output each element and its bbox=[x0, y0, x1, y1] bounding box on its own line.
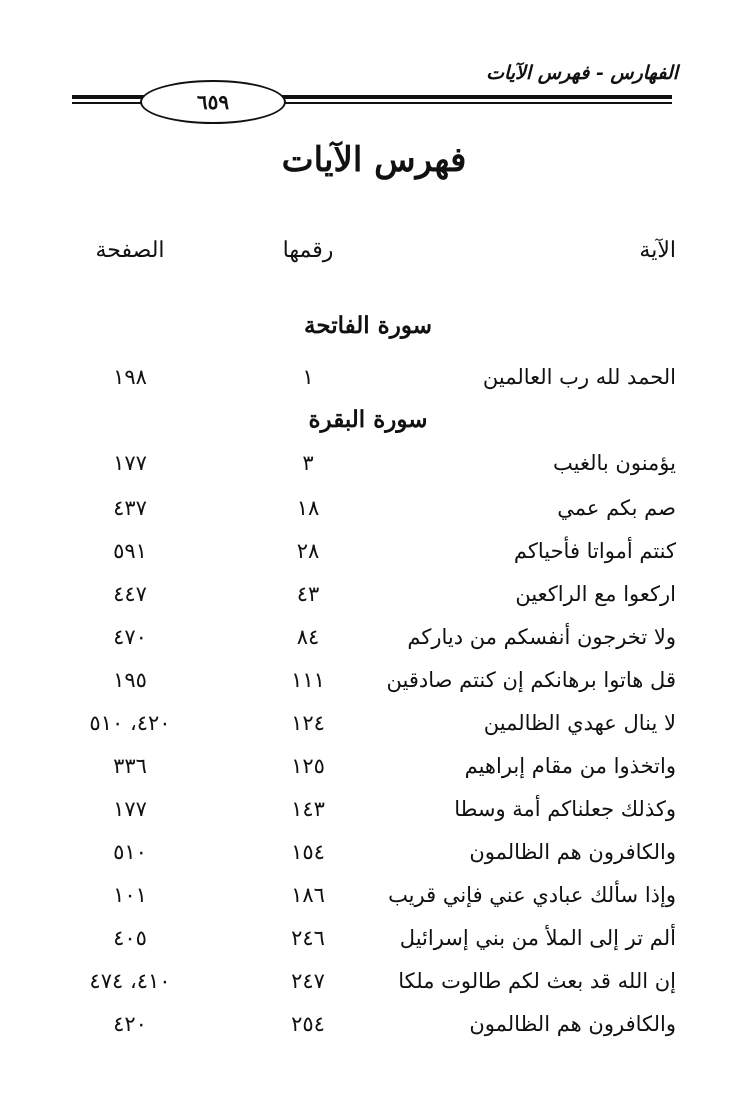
page-reference: ٥٩١ bbox=[113, 539, 147, 563]
ayah-text: والكافرون هم الظالمون bbox=[469, 1012, 676, 1036]
page-reference: ٤٠٥ bbox=[113, 926, 147, 950]
ayah-text: ألم تر إلى الملأ من بني إسرائيل bbox=[399, 926, 676, 950]
ayah-text: لا ينال عهدي الظالمين bbox=[483, 711, 676, 735]
index-row bbox=[0, 582, 748, 622]
page-reference: ١٠١ bbox=[113, 883, 147, 907]
index-row bbox=[0, 451, 748, 491]
column-header-number: رقمها bbox=[282, 238, 334, 263]
page-reference: ٤٧٠ bbox=[113, 625, 147, 649]
index-row bbox=[0, 625, 748, 665]
ayah-number: ١٢٤ bbox=[291, 711, 325, 735]
index-row bbox=[0, 797, 748, 837]
ayah-text: ولا تخرجون أنفسكم من دياركم bbox=[407, 625, 676, 649]
page-reference: ٤٣٧ bbox=[113, 496, 147, 520]
ayah-text: قل هاتوا برهانكم إن كنتم صادقين bbox=[386, 668, 676, 692]
ayah-number: ١٨٦ bbox=[291, 883, 325, 907]
ayah-number: ١١١ bbox=[291, 668, 325, 692]
column-header-ayah: الآية bbox=[639, 238, 676, 263]
index-row bbox=[0, 926, 748, 966]
ayah-number: ٣ bbox=[302, 451, 314, 475]
page-reference: ٤٤٧ bbox=[113, 582, 147, 606]
page-reference: ١٩٥ bbox=[113, 668, 147, 692]
ayah-number: ١٤٣ bbox=[291, 797, 325, 821]
index-row bbox=[0, 539, 748, 579]
index-row bbox=[0, 840, 748, 880]
page-reference: ٤١٠، ٤٧٤ bbox=[89, 969, 171, 993]
page-reference: ٥١٠ bbox=[113, 840, 147, 864]
column-headers bbox=[0, 238, 748, 278]
ayah-number: ٢٥٤ bbox=[291, 1012, 325, 1036]
ayah-text: واتخذوا من مقام إبراهيم bbox=[464, 754, 676, 778]
index-row bbox=[0, 1012, 748, 1052]
ayah-number: ٢٤٦ bbox=[291, 926, 325, 950]
running-header: الفهارس - فهرس الآيات bbox=[486, 62, 678, 84]
ayah-number: ١ bbox=[302, 365, 314, 389]
index-row bbox=[0, 883, 748, 923]
index-row bbox=[0, 668, 748, 708]
ayah-text: الحمد لله رب العالمين bbox=[482, 365, 676, 389]
ayah-number: ١٨ bbox=[296, 496, 320, 520]
ayah-number: ١٥٤ bbox=[291, 840, 325, 864]
index-row bbox=[0, 365, 748, 405]
ayah-text: والكافرون هم الظالمون bbox=[469, 840, 676, 864]
index-row bbox=[0, 754, 748, 794]
ayah-text: صم بكم عمي bbox=[557, 496, 676, 520]
surah-heading: سورة الفاتحة bbox=[304, 312, 432, 339]
page-reference: ٤٢٠ bbox=[113, 1012, 147, 1036]
ayah-text: وإذا سألك عبادي عني فإني قريب bbox=[388, 883, 676, 907]
ayah-text: كنتم أمواتا فأحياكم bbox=[513, 539, 676, 563]
ayah-text: اركعوا مع الراكعين bbox=[515, 582, 676, 606]
ayah-number: ٤٣ bbox=[296, 582, 320, 606]
surah-heading: سورة البقرة bbox=[308, 406, 428, 433]
page-reference: ٣٣٦ bbox=[113, 754, 147, 778]
ayah-text: وكذلك جعلناكم أمة وسطا bbox=[454, 797, 676, 821]
ayah-number: ٨٤ bbox=[296, 625, 320, 649]
ayah-text: إن الله قد بعث لكم طالوت ملكا bbox=[398, 969, 676, 993]
page-reference: ١٩٨ bbox=[113, 365, 147, 389]
ayah-number: ٢٤٧ bbox=[291, 969, 325, 993]
index-row bbox=[0, 496, 748, 536]
page-reference: ٤٢٠، ٥١٠ bbox=[89, 711, 171, 735]
page-reference: ١٧٧ bbox=[113, 797, 147, 821]
ayah-number: ١٢٥ bbox=[291, 754, 325, 778]
ayah-number: ٢٨ bbox=[296, 539, 320, 563]
index-row bbox=[0, 969, 748, 1009]
header-rule bbox=[72, 80, 672, 120]
page-number: ٦٥٩ bbox=[140, 80, 286, 124]
column-header-page: الصفحة bbox=[95, 238, 165, 263]
ayah-text: يؤمنون بالغيب bbox=[553, 451, 676, 475]
page-title: فهرس الآيات bbox=[281, 140, 467, 180]
page-reference: ١٧٧ bbox=[113, 451, 147, 475]
index-row bbox=[0, 711, 748, 751]
